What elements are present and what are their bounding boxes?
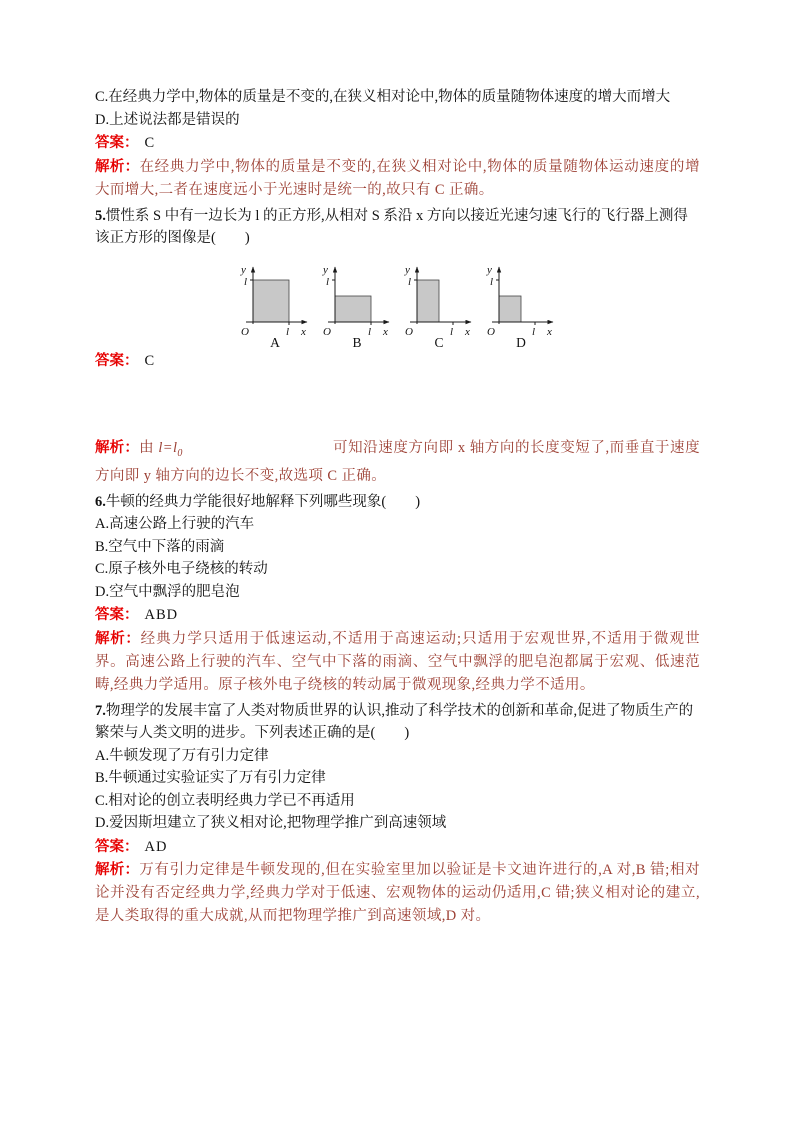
analysis-text: 经典力学只适用于低速运动,不适用于高速运动;只适用于宏观世界,不适用于微观世界。高速公路上行驶的汽车、空气中下落的雨滴、空气中飘浮的肥皂泡都属于宏观、低速范畴,经典力学适用。原子核外电子绕核的转动属于微观现象,经典力学不适用。 [95,630,701,693]
y-axis-label: y [486,263,492,276]
q7-option-c: C.相对论的创立表明经典力学已不再适用 [95,792,355,809]
q6-answer-line [95,604,700,627]
graph-option-c [401,260,477,348]
answer-label: 答案： [95,607,139,624]
q5-option-graphs [95,260,700,348]
question-text: 物理学的发展丰富了人类对物质世界的认识,推动了科学技术的创新和革命,促进了物质生产的繁荣与人类文明的进步。下列表述正确的是( ) [95,702,694,742]
q6-option-c: C.原子核外电子绕核的转动 [95,561,268,578]
q7-option-b: B.牛顿通过实验证实了万有引力定律 [95,770,326,787]
x-tick-label: l [285,325,289,338]
y-axis-label: y [240,263,246,276]
y-axis-label: y [404,263,410,276]
option-letter: D [515,334,526,348]
q5-analysis [95,437,700,488]
x-axis-label: x [382,325,388,338]
q6-option-b: B.空气中下落的雨滴 [95,538,225,555]
square-image [253,280,289,322]
origin-label: O [404,325,413,338]
answer-label: 答案： [95,352,139,369]
square-image [417,280,439,322]
origin-label: O [486,325,495,338]
q7-option-d: D.爱因斯坦建立了狭义相对论,把物理学推广到高速领域 [95,815,447,832]
question-6 [95,491,700,514]
q7-answer-line [95,836,700,859]
analysis-label: 解析： [95,440,140,456]
analysis-post: 可知沿速度方向即 x 轴方向的长度变短了,而垂直于速度方向即 y 轴方向的边长不变,故选项 C 正确。 [95,440,700,484]
graph-option-a [237,260,313,348]
formula-subscript: 0 [177,447,183,459]
answer-value: C [144,352,156,369]
q6-analysis [95,628,700,697]
option-letter: B [351,334,362,348]
q4-option-d: D.上述说法都是错误的 [95,111,240,128]
answer-label: 答案： [95,838,139,855]
question-7 [95,700,700,745]
x-axis-label: x [300,325,306,338]
answer-value: AD [144,838,168,855]
origin-label: O [240,325,249,338]
question-text: 惯性系 S 中有一边长为 l 的正方形,从相对 S 系沿 x 方向以接近光速匀速飞行的飞行器上测得该正方形的图像是( ) [95,207,688,246]
square-image [335,296,371,322]
q7-analysis [95,859,700,928]
y-tick-label: l [325,275,329,288]
analysis-label: 解析： [95,630,141,647]
x-axis-label: x [464,325,470,338]
formula-main: l=l [158,440,178,456]
y-tick-label: l [243,275,247,288]
q5-answer-line [95,350,700,373]
answer-value: C [144,135,156,151]
answer-value: ABD [144,607,179,624]
question-number: 6. [95,493,106,510]
y-tick-label: l [407,275,411,288]
analysis-text: 在经典力学中,物体的质量是不变的,在狭义相对论中,物体的质量随物体运动速度的增大而增大,二者在速度远小于光速时是统一的,故只有 C 正确。 [95,158,700,198]
square-image [499,296,521,322]
option-letter: C [433,334,444,348]
origin-label: O [322,325,331,338]
q6-option-a: A.高速公路上行驶的汽车 [95,516,255,533]
x-tick-label: l [449,325,453,338]
q6-option-d: D.空气中飘浮的肥皂泡 [95,583,240,600]
y-axis-label: y [322,263,328,276]
q7-option-a: A.牛顿发现了万有引力定律 [95,747,269,764]
y-tick-label: l [489,275,493,288]
question-5 [95,205,700,250]
question-text: 牛顿的经典力学能很好地解释下列哪些现象( ) [105,493,421,510]
analysis-text: 万有引力定律是牛顿发现的,但在实验室里加以验证是卡文迪许进行的,A 对,B 错;相对论并没有否定经典力学,经典力学对于低速、宏观物体的运动仍适用,C 错;狭义相对论的建立,是人类取得的重大成就,从而把物理学推广到高速领域,D 对。 [95,862,700,925]
blank-gap [95,373,700,437]
x-tick-label: l [367,325,371,338]
graph-option-d [483,260,559,348]
length-formula [158,440,183,459]
question-number: 7. [95,702,106,719]
x-tick-label: l [531,325,535,338]
x-axis-label: x [546,325,552,338]
analysis-label: 解析： [95,158,140,175]
q4-option-c: C.在经典力学中,物体的质量是不变的,在狭义相对论中,物体的质量随物体速度的增大而增大 [95,89,671,105]
analysis-pre: 由 [139,440,159,456]
q4-answer-line [95,132,700,155]
q4-analysis [95,156,700,202]
question-number: 5. [95,207,106,224]
graph-option-b [319,260,395,348]
answer-label: 答案： [95,135,139,151]
option-letter: A [269,334,280,348]
analysis-label: 解析： [95,862,140,879]
